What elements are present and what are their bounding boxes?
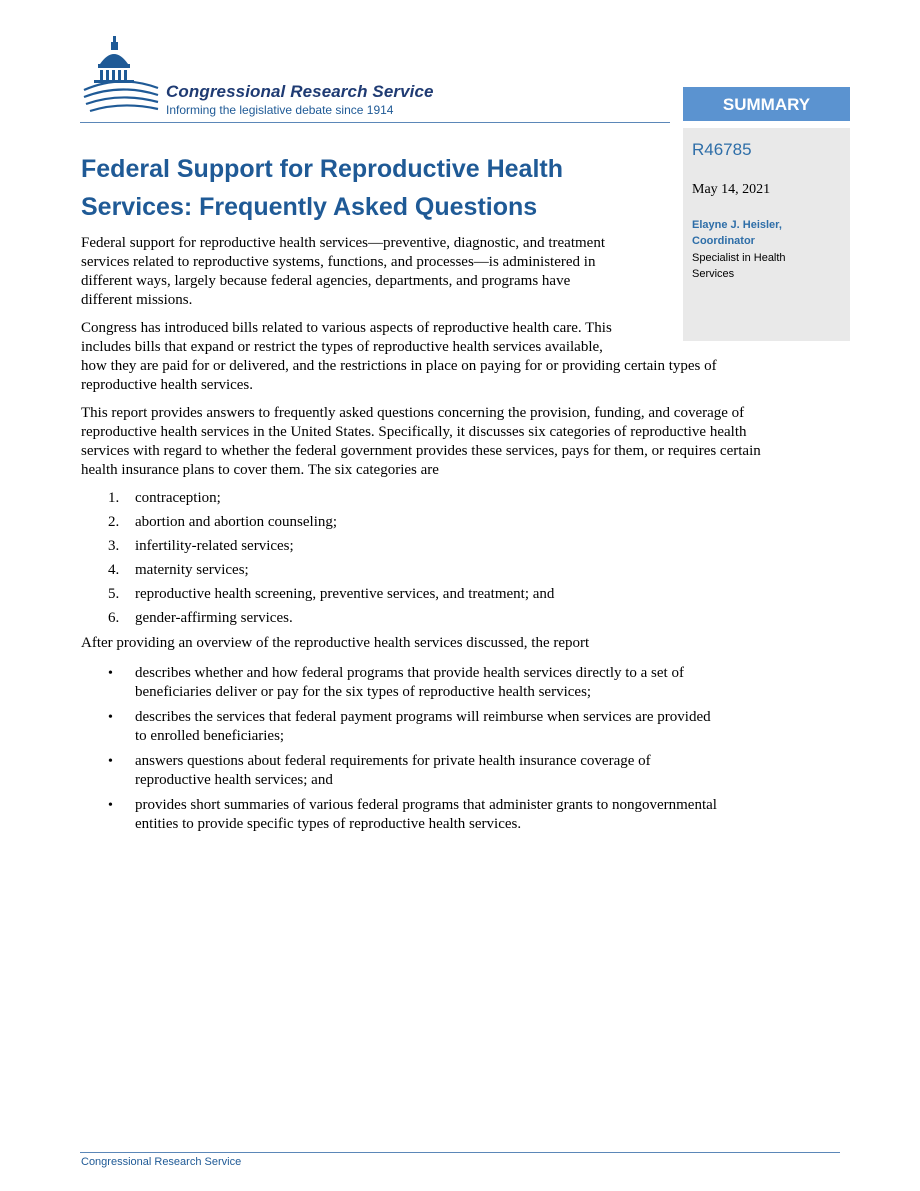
list-number: 5. <box>108 586 120 602</box>
summary-sidebar <box>683 128 850 341</box>
text-line: health insurance plans to cover them. The six categories are <box>81 462 439 478</box>
list-text: gender-affirming services. <box>135 610 293 626</box>
footer-divider <box>80 1152 840 1153</box>
text-line: services with regard to whether the federal government provides these services, pays for them, or requires certain <box>81 443 761 459</box>
report-scope-paragraph <box>81 404 841 480</box>
text-line: describes whether and how federal programs that provide health services directly to a set of <box>135 665 684 681</box>
author-block <box>692 217 842 249</box>
list-number: 2. <box>108 514 120 530</box>
list-item <box>108 560 554 584</box>
list-item <box>108 512 554 536</box>
text-line: entities to provide specific types of reproductive health services. <box>135 816 522 832</box>
text-line: includes bills that expand or restrict the types of reproductive health services available, <box>81 339 603 355</box>
report-date: May 14, 2021 <box>692 182 771 197</box>
text-line: Federal support for reproductive health services—preventive, diagnostic, and treatment <box>81 235 605 251</box>
text-line: reproductive health services; and <box>135 772 333 788</box>
text-line: answers questions about federal requirements for private health insurance coverage of <box>135 753 651 769</box>
overview-paragraph: After providing an overview of the reproductive health services discussed, the report <box>81 635 590 651</box>
list-item <box>108 752 717 790</box>
text-line: reproductive health services. <box>81 377 254 393</box>
crs-logo <box>80 34 480 122</box>
text-line: provides short summaries of various federal programs that administer grants to nongovernmental <box>135 797 717 813</box>
author-title <box>692 250 842 282</box>
author-title-line: Services <box>692 268 735 280</box>
list-item <box>108 536 554 560</box>
list-item <box>108 664 717 702</box>
list-text: reproductive health screening, preventive services, and treatment; and <box>135 586 555 602</box>
categories-list <box>108 488 554 632</box>
list-item <box>108 488 554 512</box>
list-item <box>108 608 554 632</box>
list-number: 1. <box>108 490 120 506</box>
text-line: different missions. <box>81 292 193 308</box>
text-line: to enrolled beneficiaries; <box>135 728 285 744</box>
list-text: maternity services; <box>135 562 249 578</box>
text-line: beneficiaries deliver or pay for the six types of reproductive health services; <box>135 684 592 700</box>
list-number: 3. <box>108 538 120 554</box>
congress-paragraph <box>81 319 841 395</box>
page-title <box>81 150 651 226</box>
text-line: services related to reproductive systems, functions, and processes—is administered in <box>81 254 596 270</box>
bullet-icon: • <box>108 666 113 681</box>
org-name: Congressional Research Service <box>166 82 434 101</box>
report-number: R46785 <box>692 140 752 159</box>
header-divider <box>80 122 670 123</box>
bullet-icon: • <box>108 754 113 769</box>
text-line: reproductive health services in the United States. Specifically, it discusses six categories of reproductive health <box>81 424 747 440</box>
list-text: infertility-related services; <box>135 538 294 554</box>
author-role: Coordinator <box>692 235 755 247</box>
list-item <box>108 796 717 834</box>
list-item <box>108 584 554 608</box>
org-tagline: Informing the legislative debate since 1914 <box>166 103 394 117</box>
text-line: how they are paid for or delivered, and the restrictions in place on paying for or providing certain types of <box>81 358 717 374</box>
footer-text: Congressional Research Service <box>81 1156 242 1168</box>
intro-paragraph <box>81 234 666 310</box>
title-line: Federal Support for Reproductive Health <box>81 155 564 183</box>
text-line: This report provides answers to frequently asked questions concerning the provision, funding, and coverage of <box>81 405 745 421</box>
author-name: Elayne J. Heisler, <box>692 219 782 231</box>
capitol-dome-icon <box>80 34 160 122</box>
bullet-icon: • <box>108 798 113 813</box>
bullet-icon: • <box>108 710 113 725</box>
text-line: describes the services that federal payment programs will reimburse when services are provided <box>135 709 711 725</box>
list-item <box>108 708 717 746</box>
report-contents-list <box>108 664 717 840</box>
author-title-line: Specialist in Health <box>692 252 786 264</box>
title-line: Services: Frequently Asked Questions <box>81 193 538 221</box>
text-line: different ways, largely because federal agencies, departments, and programs have <box>81 273 571 289</box>
summary-heading: SUMMARY <box>683 87 850 121</box>
list-text: contraception; <box>135 490 221 506</box>
text-line: Congress has introduced bills related to various aspects of reproductive health care. This <box>81 320 612 336</box>
list-text: abortion and abortion counseling; <box>135 514 338 530</box>
list-number: 4. <box>108 562 120 578</box>
list-number: 6. <box>108 610 120 626</box>
